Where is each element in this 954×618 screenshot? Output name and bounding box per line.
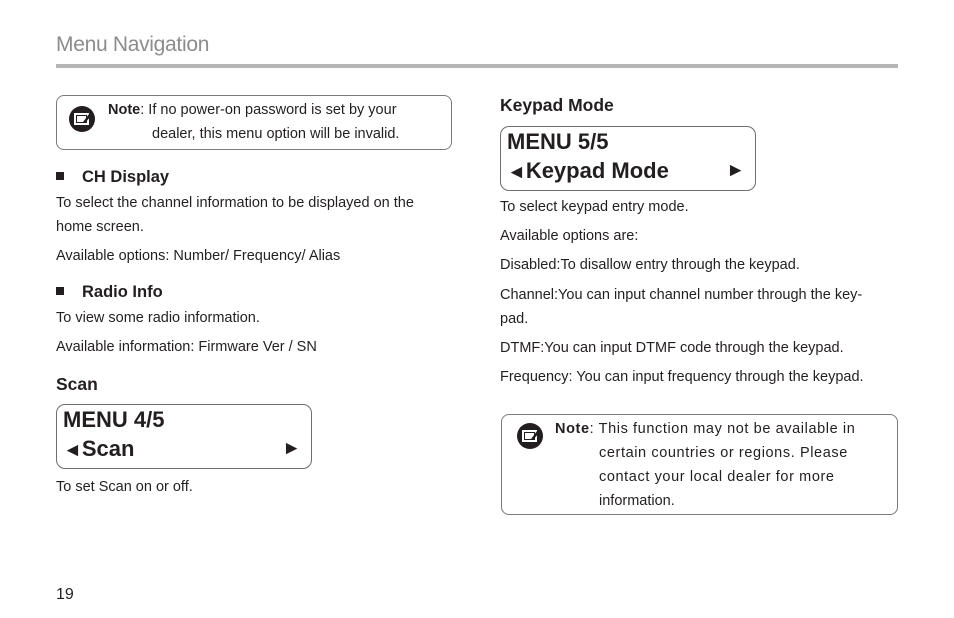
note-text-line4: information. <box>599 493 675 509</box>
scan-lcd-line1: MENU 4/5 <box>63 407 165 432</box>
note-text-line1: : If no power-on password is set by your <box>140 102 397 118</box>
keypad-mode-heading: Keypad Mode <box>500 95 614 115</box>
keypad-opt-channel-line1: Channel:You can input channel number through the key- <box>500 287 863 303</box>
keypad-opt-channel-line2: pad. <box>500 311 529 327</box>
ch-display-desc-line2: home screen. <box>56 219 144 235</box>
radio-info-heading-text: Radio Info <box>82 283 163 301</box>
scan-lcd-line2 <box>63 436 134 462</box>
keypad-opt-dtmf: DTMF:You can input DTMF code through the keypad. <box>500 340 844 356</box>
note-text-line1: : This function may not be available in <box>589 421 856 437</box>
left-arrow-icon: ◄ <box>63 440 82 461</box>
ch-display-desc-line1: To select the channel information to be displayed on the <box>56 195 414 211</box>
ch-display-heading <box>56 168 169 187</box>
radio-info-options: Available information: Firmware Ver / SN <box>56 339 317 355</box>
right-arrow-icon: ► <box>726 160 745 181</box>
left-arrow-icon: ◄ <box>507 162 526 183</box>
note-icon <box>516 422 544 450</box>
note-text-line2: certain countries or regions. Please <box>599 445 848 461</box>
title-rule <box>56 64 898 68</box>
scan-lcd-label: Scan <box>81 436 135 461</box>
keypad-lcd-label: Keypad Mode <box>525 158 669 183</box>
note-line-1 <box>108 98 443 122</box>
keypad-options-intro: Available options are: <box>500 228 639 244</box>
note-icon <box>68 105 96 133</box>
note-label: Note <box>555 421 590 437</box>
note-text-block <box>555 417 889 513</box>
note-label: Note <box>108 102 141 118</box>
page-number: 19 <box>56 586 74 603</box>
keypad-desc: To select keypad entry mode. <box>500 199 689 215</box>
note-text-line2: dealer, this menu option will be invalid. <box>152 126 400 142</box>
note-box-availability <box>501 414 898 515</box>
bullet-square-icon <box>56 287 64 295</box>
page-title: Menu Navigation <box>56 33 210 56</box>
bullet-square-icon <box>56 172 64 180</box>
keypad-lcd-line1: MENU 5/5 <box>507 129 609 154</box>
ch-display-heading-text: CH Display <box>82 168 170 186</box>
keypad-lcd-line2 <box>507 158 669 184</box>
scan-lcd-display <box>56 404 312 469</box>
scan-desc: To set Scan on or off. <box>56 479 193 495</box>
ch-display-options: Available options: Number/ Frequency/ Alias <box>56 248 341 264</box>
radio-info-desc: To view some radio information. <box>56 310 260 326</box>
keypad-opt-frequency: Frequency: You can input frequency through the keypad. <box>500 369 864 385</box>
keypad-opt-disabled: Disabled:To disallow entry through the keypad. <box>500 257 800 273</box>
note-text-block <box>108 98 443 146</box>
note-text-line3: contact your local dealer for more <box>599 469 835 485</box>
note-line-1 <box>555 417 889 441</box>
note-box-password <box>56 95 452 150</box>
keypad-lcd-display <box>500 126 756 191</box>
scan-heading: Scan <box>56 374 98 394</box>
right-arrow-icon: ► <box>282 438 301 459</box>
radio-info-heading <box>56 283 163 302</box>
